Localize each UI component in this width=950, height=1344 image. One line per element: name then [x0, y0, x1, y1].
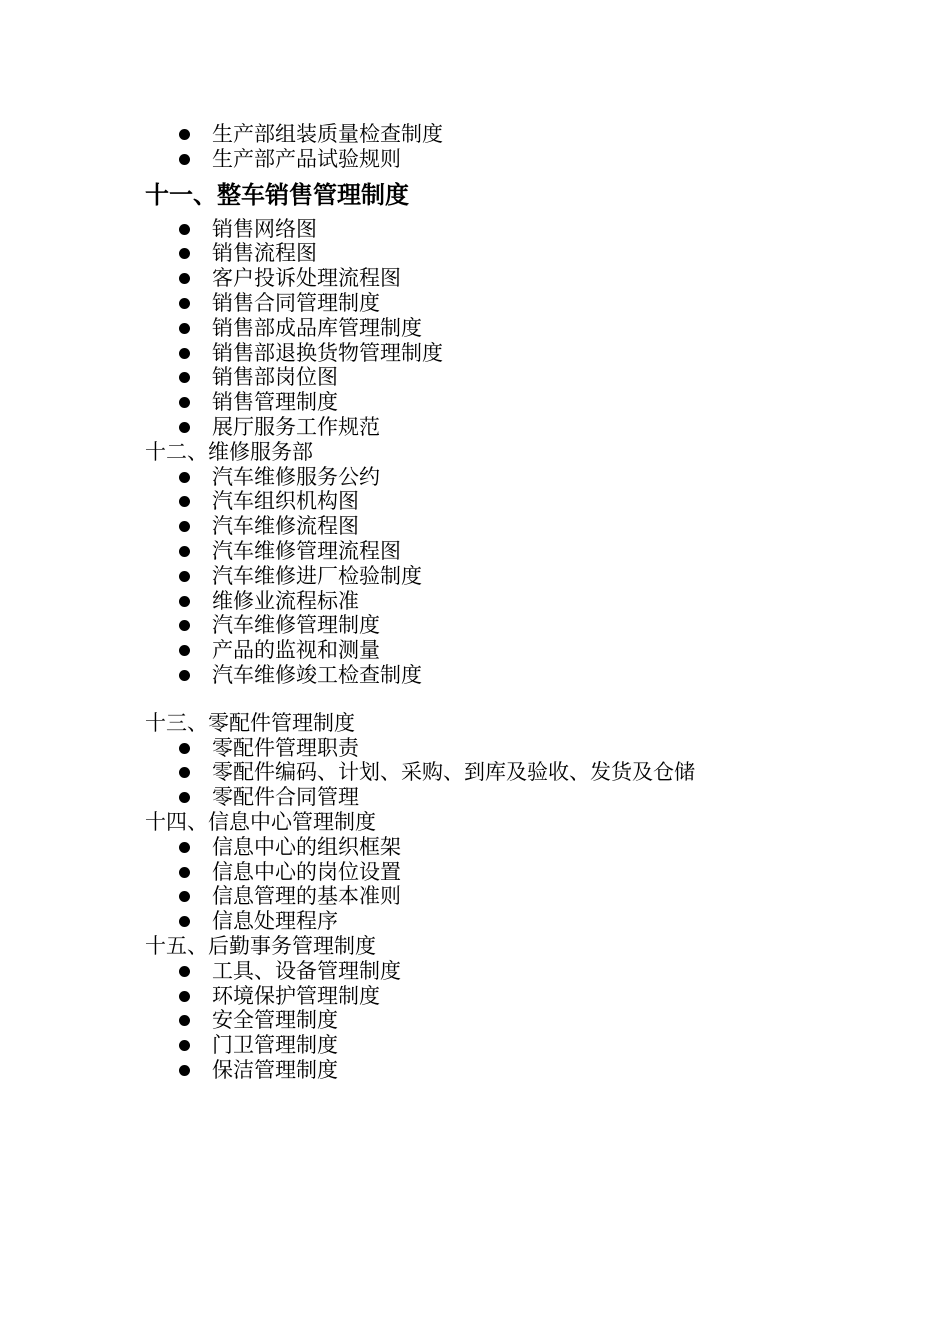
section-heading: 十四、信息中心管理制度	[145, 809, 376, 834]
bullet-icon	[179, 891, 190, 902]
bullet-icon	[179, 372, 190, 383]
list-item-text: 门卫管理制度	[212, 1033, 338, 1058]
list-item	[145, 884, 865, 909]
bullet-icon	[179, 496, 190, 507]
list-item	[145, 860, 865, 885]
list-item	[145, 241, 865, 266]
bullet-list	[145, 959, 865, 1083]
list-item	[145, 760, 865, 785]
list-item-text: 安全管理制度	[212, 1008, 338, 1033]
bullet-icon	[179, 1015, 190, 1026]
list-item	[145, 489, 865, 514]
list-item	[145, 1058, 865, 1083]
bullet-list	[145, 736, 865, 810]
bullet-icon	[179, 323, 190, 334]
list-item	[145, 316, 865, 341]
list-item	[145, 415, 865, 440]
section-logistics	[145, 934, 865, 1083]
section-heading: 十三、零配件管理制度	[145, 710, 355, 735]
bullet-icon	[179, 792, 190, 803]
section-production-continued	[145, 122, 865, 172]
list-item-text: 销售部岗位图	[212, 365, 338, 390]
bullet-list	[145, 217, 865, 440]
list-item-text: 汽车维修竣工检查制度	[212, 662, 422, 687]
list-item	[145, 122, 865, 147]
list-item	[145, 835, 865, 860]
list-item	[145, 514, 865, 539]
section-info-center	[145, 810, 865, 934]
list-item-text: 信息处理程序	[212, 909, 338, 934]
list-item	[145, 785, 865, 810]
list-item	[145, 266, 865, 291]
list-item-text: 汽车维修管理流程图	[212, 538, 401, 563]
section-heading: 十二、维修服务部	[145, 439, 313, 464]
list-item-text: 维修业流程标准	[212, 588, 359, 613]
bullet-icon	[179, 571, 190, 582]
bullet-icon	[179, 966, 190, 977]
list-item	[145, 1033, 865, 1058]
list-item	[145, 613, 865, 638]
list-item-text: 汽车组织机构图	[212, 489, 359, 514]
bullet-icon	[179, 129, 190, 140]
list-item-text: 信息中心的岗位设置	[212, 859, 401, 884]
list-item	[145, 663, 865, 688]
list-item-text: 展厅服务工作规范	[212, 414, 380, 439]
list-item	[145, 341, 865, 366]
section-repair-service	[145, 440, 865, 688]
list-item	[145, 1008, 865, 1033]
bullet-icon	[179, 348, 190, 359]
list-item-text: 保洁管理制度	[212, 1057, 338, 1082]
bullet-icon	[179, 422, 190, 433]
list-item	[145, 147, 865, 172]
bullet-icon	[179, 1040, 190, 1051]
bullet-icon	[179, 298, 190, 309]
list-item	[145, 465, 865, 490]
list-item	[145, 564, 865, 589]
list-item	[145, 365, 865, 390]
bullet-icon	[179, 248, 190, 259]
bullet-list	[145, 122, 865, 172]
list-item	[145, 291, 865, 316]
bullet-icon	[179, 154, 190, 165]
section-heading: 十五、后勤事务管理制度	[145, 933, 376, 958]
list-item	[145, 959, 865, 984]
section-spare-parts	[145, 711, 865, 810]
list-item-text: 产品的监视和测量	[212, 638, 380, 663]
list-item	[145, 390, 865, 415]
list-item	[145, 638, 865, 663]
list-item-text: 客户投诉处理流程图	[212, 266, 401, 291]
bullet-icon	[179, 916, 190, 927]
bullet-icon	[179, 767, 190, 778]
list-item-text: 销售部退换货物管理制度	[212, 340, 443, 365]
list-item-text: 工具、设备管理制度	[212, 958, 401, 983]
bullet-icon	[179, 1065, 190, 1076]
bullet-icon	[179, 546, 190, 557]
bullet-icon	[179, 472, 190, 483]
bullet-list	[145, 465, 865, 688]
bullet-icon	[179, 670, 190, 681]
list-item-text: 零配件合同管理	[212, 785, 359, 810]
blank-line	[145, 688, 865, 711]
list-item-text: 生产部组装质量检查制度	[212, 122, 443, 146]
list-item	[145, 589, 865, 614]
list-item-text: 生产部产品试验规则	[212, 146, 401, 171]
document-body	[145, 122, 865, 1083]
list-item-text: 销售合同管理制度	[212, 290, 380, 315]
list-item-text: 零配件编码、计划、采购、到库及验收、发货及仓储	[212, 760, 695, 785]
list-item	[145, 539, 865, 564]
bullet-icon	[179, 991, 190, 1002]
list-item-text: 销售流程图	[212, 241, 317, 266]
bullet-icon	[179, 743, 190, 754]
list-item	[145, 909, 865, 934]
bullet-icon	[179, 867, 190, 878]
list-item-text: 信息中心的组织框架	[212, 834, 401, 859]
bullet-icon	[179, 842, 190, 853]
bullet-icon	[179, 645, 190, 656]
list-item-text: 信息管理的基本准则	[212, 884, 401, 909]
section-heading: 十一、整车销售管理制度	[145, 179, 409, 209]
bullet-list	[145, 835, 865, 934]
list-item-text: 汽车维修进厂检验制度	[212, 563, 422, 588]
bullet-icon	[179, 596, 190, 607]
list-item-text: 销售管理制度	[212, 390, 338, 415]
section-vehicle-sales	[145, 181, 865, 440]
bullet-icon	[179, 521, 190, 532]
list-item-text: 汽车维修服务公约	[212, 464, 380, 489]
list-item	[145, 984, 865, 1009]
list-item-text: 环境保护管理制度	[212, 983, 380, 1008]
list-item-text: 销售部成品库管理制度	[212, 315, 422, 340]
bullet-icon	[179, 620, 190, 631]
list-item-text: 汽车维修流程图	[212, 514, 359, 539]
list-item-text: 汽车维修管理制度	[212, 613, 380, 638]
bullet-icon	[179, 224, 190, 235]
bullet-icon	[179, 397, 190, 408]
list-item	[145, 217, 865, 242]
list-item-text: 零配件管理职责	[212, 735, 359, 760]
list-item-text: 销售网络图	[212, 216, 317, 241]
bullet-icon	[179, 273, 190, 284]
list-item	[145, 736, 865, 761]
